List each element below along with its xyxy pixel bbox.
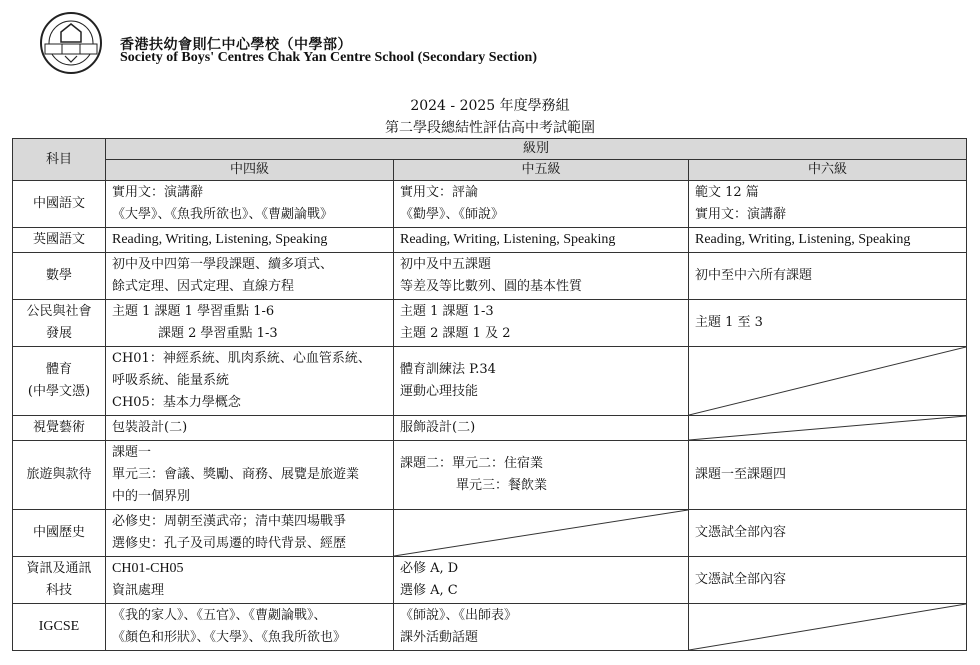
scope-line: 主題 2 課題 1 及 2 [400,326,511,341]
exam-scope-table [12,138,967,651]
scope-line: 餘式定理、因式定理、直線方程 [112,279,295,294]
scope-line: CH01-CH05 [112,561,184,576]
scope-cell-s5 [394,300,689,347]
subject-label: (中學文憑) [27,384,91,399]
scope-line: 《大學》、《魚我所欲也》、《曹劌論戰》 [112,207,334,222]
level-header-s6: 中六級 [689,160,967,181]
scope-line: 服飾設計(二) [400,420,476,435]
subject-cell [13,557,106,604]
scope-cell-s6 [689,181,967,228]
empty-cell-s6 [689,416,967,441]
scope-line: 課題一至課題四 [695,467,787,482]
scope-line: 中的一個界別 [112,489,191,504]
scope-line: 主題 1 課題 1-3 [400,304,494,319]
scope-line: Reading, Writing, Listening, Speaking [112,232,328,247]
school-logo [31,10,111,76]
scope-cell-s6 [689,557,967,604]
subject-label: 中國語文 [32,196,85,211]
table-row [13,416,967,441]
empty-cell-s5 [394,510,689,557]
scope-line: 主題 1 課題 1 學習重點 1-6 [112,304,275,319]
subject-cell [13,510,106,557]
scope-line: 呼吸系統、能量系統 [112,373,230,388]
scope-line: 課題 2 學習重點 1-3 [158,326,278,341]
scope-line: 必修 A, D [400,561,459,576]
scope-cell-s6 [689,253,967,300]
scope-cell-s5 [394,253,689,300]
subject-cell [13,441,106,510]
scope-cell-s5 [394,416,689,441]
scope-line: 初中及中五課題 [400,257,492,272]
scope-line: 課題一 [112,445,152,460]
school-name-en: Society of Boys' Centres Chak Yan Centre School (Secondary Section) [120,50,538,65]
subject-cell [13,228,106,253]
scope-cell-s4 [106,441,394,510]
scope-line: 課題二：單元二：住宿業 [400,456,544,471]
scope-cell-s4 [106,253,394,300]
subject-label: 數學 [45,268,72,283]
subject-header: 科目 [13,139,106,181]
level-header-s5: 中五級 [394,160,689,181]
scope-line: 文憑試全部內容 [695,572,787,587]
scope-cell-s4 [106,510,394,557]
scope-line: 《我的家人》、《五官》、《曹劌論戰》、 [112,608,327,623]
subject-label: 資訊及通訊 [26,561,92,576]
table-row [13,181,967,228]
subject-label: IGCSE [38,619,80,634]
scope-line: 單元三：會議、獎勵、商務、展覽是旅遊業 [112,467,360,482]
subject-label: 視覺藝術 [32,420,85,435]
scope-line: 實用文：演講辭 [112,185,204,200]
scope-line: 課外活動話題 [400,630,479,645]
subject-cell [13,416,106,441]
scope-line: 主題 1 至 3 [695,315,763,330]
scope-line: 必修史：周朝至漢武帝；清中葉四場戰爭 [112,514,347,529]
scope-cell-s4 [106,604,394,651]
subject-label: 發展 [45,326,72,341]
scope-cell-s4 [106,228,394,253]
table-row [13,441,967,510]
document-title: 2024 - 2025 年度學務組 [410,98,570,114]
subject-label: 體育 [45,362,72,377]
diagonal-strike [689,347,966,415]
scope-line: Reading, Writing, Listening, Speaking [695,232,911,247]
subject-cell [13,347,106,416]
scope-line: 文憑試全部內容 [695,525,787,540]
scope-cell-s6 [689,510,967,557]
level-header-s4: 中四級 [106,160,394,181]
table-row [13,228,967,253]
school-name-zh: 香港扶幼會則仁中心學校（中學部） [120,37,352,53]
scope-line: 實用文：演講辭 [695,207,787,222]
scope-line: CH01：神經系統、肌肉系統、心血管系統、 [112,351,371,366]
scope-line: CH05：基本力學概念 [112,395,241,410]
scope-cell-s4 [106,557,394,604]
scope-line: 《顏色和形狀》、《大學》、《魚我所欲也》 [112,630,347,645]
scope-cell-s6 [689,228,967,253]
table-row [13,300,967,347]
empty-cell-s6 [689,347,967,416]
scope-line: 包裝設計(二) [112,420,188,435]
scope-line: 初中及中四第一學段課題、續多項式、 [112,257,334,272]
scope-cell-s4 [106,347,394,416]
document-subtitle: 第二學段總結性評估高中考試範圍 [385,120,595,136]
subject-cell [13,181,106,228]
subject-cell [13,253,106,300]
subject-cell [13,604,106,651]
table-row [13,253,967,300]
scope-line: 資訊處理 [112,583,165,598]
diagonal-strike [394,510,688,556]
scope-cell-s5 [394,441,689,510]
level-group-header: 級別 [106,139,967,160]
subject-label: 公民與社會 [26,304,92,319]
scope-cell-s5 [394,228,689,253]
scope-cell-s4 [106,300,394,347]
subject-label: 科技 [45,583,72,598]
scope-cell-s5 [394,181,689,228]
scope-line: 範文 12 篇 [695,185,759,200]
scope-line: 單元三：餐飲業 [456,478,548,493]
scope-cell-s6 [689,441,967,510]
scope-cell-s5 [394,604,689,651]
scope-line: 體育訓練法 P.34 [400,362,496,377]
subject-cell [13,300,106,347]
table-row [13,604,967,651]
scope-cell-s4 [106,181,394,228]
scope-line: 等差及等比數列、圓的基本性質 [400,279,583,294]
scope-cell-s5 [394,557,689,604]
scope-line: 選修 A, C [400,583,458,598]
scope-line: Reading, Writing, Listening, Speaking [400,232,616,247]
scope-cell-s6 [689,300,967,347]
subject-label: 旅遊與款待 [26,467,92,482]
table-row [13,510,967,557]
table-row [13,557,967,604]
subject-label: 中國歷史 [32,525,85,540]
subject-label: 英國語文 [32,232,85,247]
scope-line: 《師說》、《出師表》 [400,608,518,623]
scope-line: 實用文：評論 [400,185,479,200]
scope-cell-s4 [106,416,394,441]
diagonal-strike [689,416,966,440]
diagonal-strike [689,604,966,650]
scope-line: 運動心理技能 [400,384,479,399]
table-row [13,347,967,416]
scope-line: 初中至中六所有課題 [695,268,813,283]
scope-line: 選修史：孔子及司馬遷的時代背景、經歷 [112,536,347,551]
scope-line: 《勸學》、《師說》 [400,207,505,222]
scope-cell-s5 [394,347,689,416]
empty-cell-s6 [689,604,967,651]
